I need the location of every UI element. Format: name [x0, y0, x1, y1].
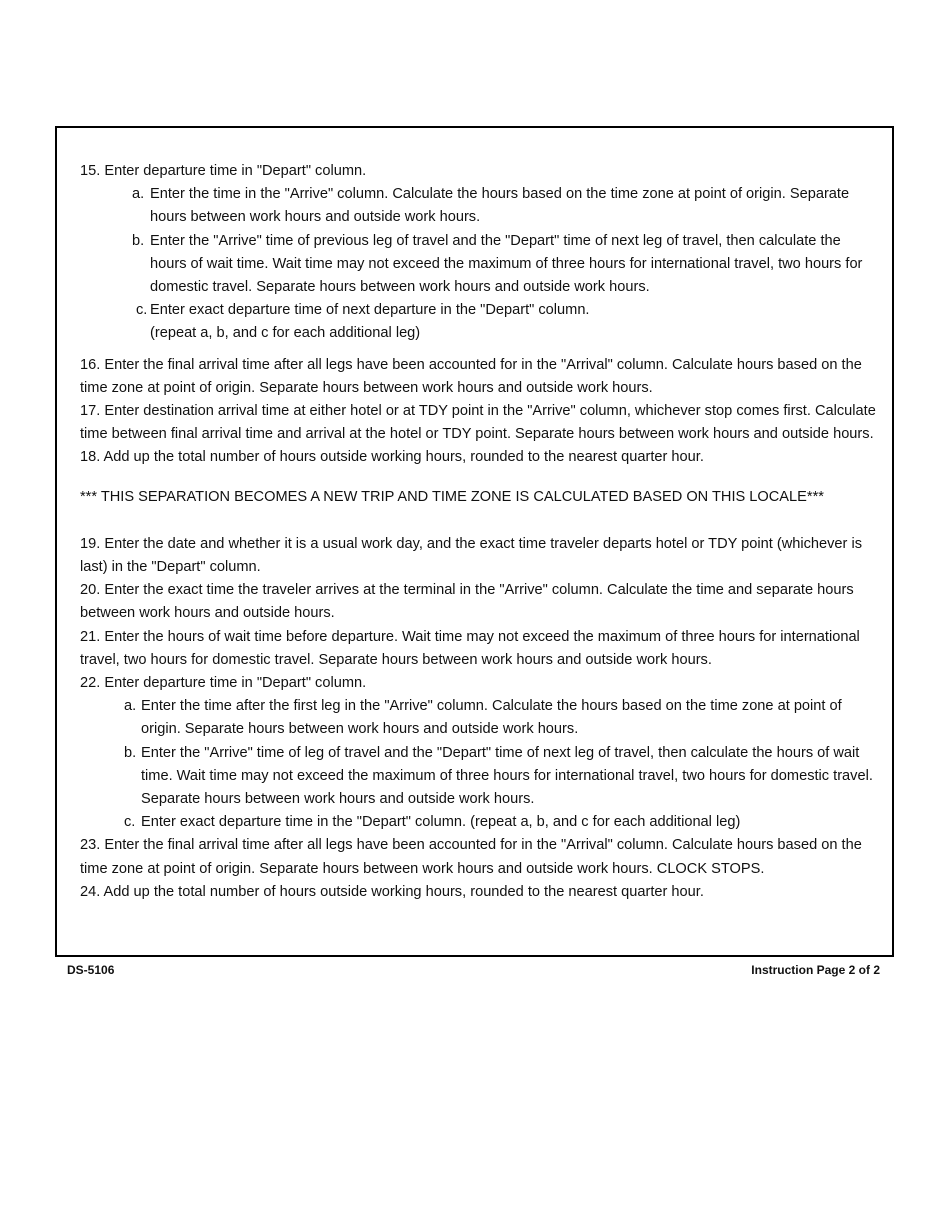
- instruction-22a-label: a.: [124, 698, 137, 715]
- separation-note: *** THIS SEPARATION BECOMES A NEW TRIP AND TIME ZONE IS CALCULATED BASED ON THIS LOCALE***: [80, 488, 824, 505]
- instruction-16: 16. Enter the final arrival time after all legs have been accounted for in the "Arrival" column. Calculate hours based on the time zone at point of origin. Separate hours between work hours and outside work hours.: [80, 356, 862, 396]
- instruction-22: 22. Enter departure time in "Depart" column.: [80, 675, 367, 692]
- instruction-frame: [55, 126, 894, 957]
- instruction-15c-text: Enter exact departure time of next departure in the "Depart" column.: [150, 302, 590, 319]
- instruction-22c-text: Enter exact departure time in the "Depart" column. (repeat a, b, and c for each additional leg): [141, 814, 741, 831]
- instruction-15b-label: b.: [132, 232, 145, 249]
- instruction-17: 17. Enter destination arrival time at either hotel or at TDY point in the "Arrive" column, whichever stop comes first. Calculate time between final arrival time and arrival at the hotel or TDY point. Separate hours between work hours and outside hours.: [80, 403, 876, 443]
- instruction-22a: [80, 695, 880, 741]
- instruction-15b-text: Enter the "Arrive" time of previous leg of travel and the "Depart" time of next leg of travel, then calculate the hours of wait time. Wait time may not exceed the maximum of three hours for international travel, two hours for domestic travel. Separate hours between work hours and outside work hours.: [150, 232, 863, 296]
- instruction-15-repeat-text: (repeat a, b, and c for each additional leg): [150, 325, 421, 342]
- instruction-22c: [80, 811, 880, 834]
- form-number: DS-5106: [67, 963, 115, 977]
- instruction-15a: [80, 183, 880, 229]
- instruction-15b: [80, 230, 880, 300]
- instruction-15c: [80, 299, 880, 322]
- instruction-22a-text: Enter the time after the first leg in the "Arrive" column. Calculate the hours based on the time zone at point of origin. Separate hours between work hours and outside work hours.: [141, 698, 842, 738]
- instruction-15c-label: c.: [136, 302, 148, 319]
- instruction-15-repeat: [80, 322, 880, 345]
- instruction-23: 23. Enter the final arrival time after all legs have been accounted for in the "Arrival" column. Calculate hours based on the time zone at point of origin. Separate hours between work hours and outside work hours. CLOCK STOPS.: [80, 837, 862, 877]
- instruction-22b-label: b.: [124, 744, 137, 761]
- instruction-content: [80, 160, 880, 904]
- instruction-19: 19. Enter the date and whether it is a usual work day, and the exact time traveler departs hotel or TDY point (whichever is last) in the "Depart" column.: [80, 535, 862, 576]
- instruction-18: 18. Add up the total number of hours outside working hours, rounded to the nearest quarter hour.: [80, 449, 704, 466]
- instruction-21: 21. Enter the hours of wait time before departure. Wait time may not exceed the maximum of three hours for international travel, two hours for domestic travel. Separate hours between work hours and outside work hours.: [80, 628, 860, 668]
- page-label: Instruction Page 2 of 2: [751, 963, 880, 977]
- instruction-15a-label: a.: [132, 186, 145, 203]
- instruction-15a-text: Enter the time in the "Arrive" column. Calculate the hours based on the time zone at point of origin. Separate hours between work hours and outside work hours.: [150, 186, 850, 226]
- instruction-15: 15. Enter departure time in "Depart" column.: [80, 163, 367, 179]
- instruction-22b-text: Enter the "Arrive" time of leg of travel and the "Depart" time of next leg of travel, then calculate the hours of wait time. Wait time may not exceed the maximum of three hours for international travel, two hours for domestic travel. Separate hours between work hours and outside work hours.: [141, 744, 873, 808]
- instruction-22b: [80, 742, 880, 812]
- instruction-20: 20. Enter the exact time the traveler arrives at the terminal in the "Arrive" column. Calculate the time and separate hours between work hours and outside hours.: [80, 582, 854, 622]
- instruction-24: 24. Add up the total number of hours outside working hours, rounded to the nearest quarter hour.: [80, 883, 704, 900]
- instruction-22c-label: c.: [124, 814, 136, 831]
